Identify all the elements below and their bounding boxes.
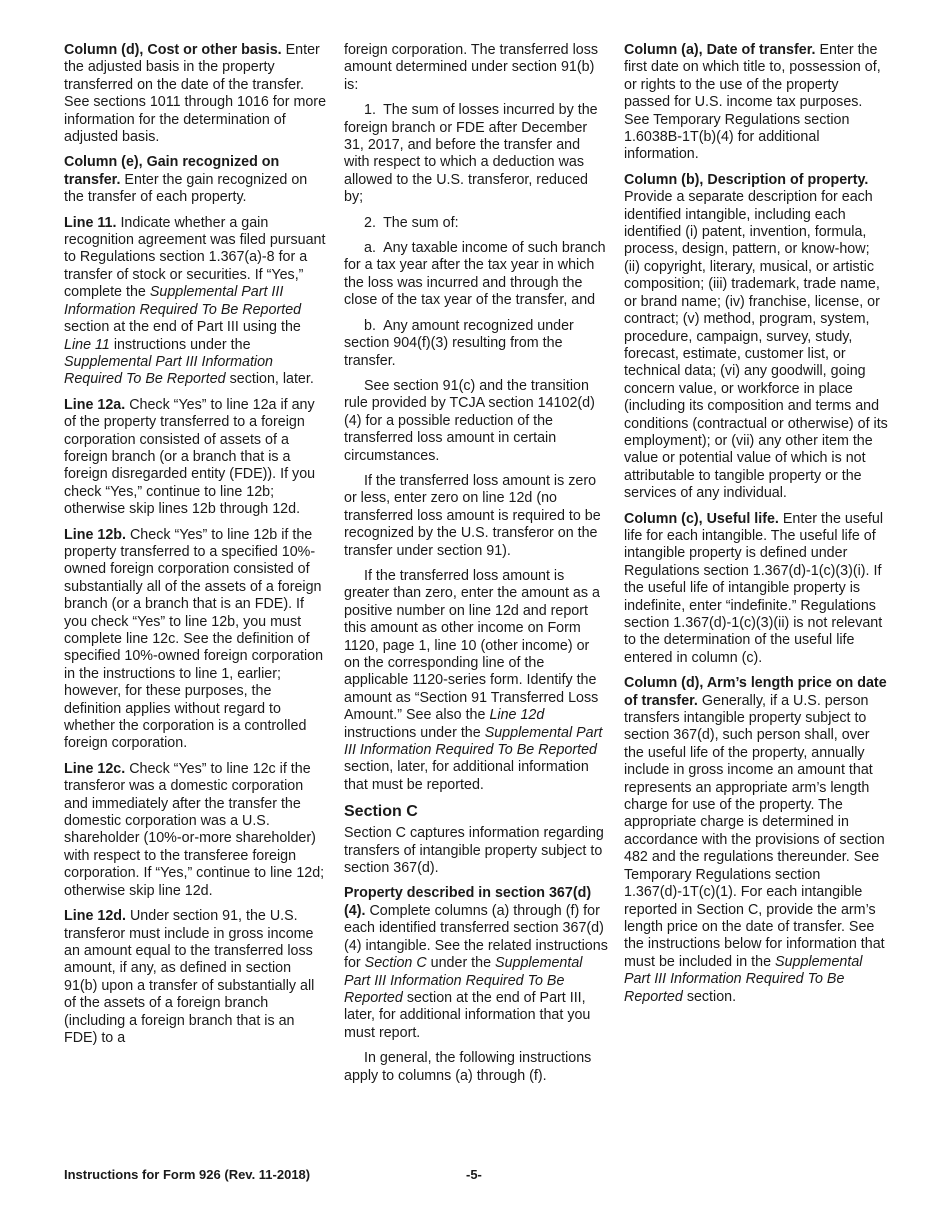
text: instructions under the [113, 336, 251, 353]
paragraph-column-d-arms-length [624, 675, 888, 1006]
text: Enter the useful life for each intangible. The useful life of intangible property is defined under Regulations section 1.367(d)-1(c)(3)(i). If the useful life of intangible property is indefinite, enter “indefinite.” Regulations section 1.367(d)-1(c)(3)(ii) is not relevant to the determination of the useful life entered in column (c). [624, 510, 884, 666]
text: instructions under the [344, 724, 481, 741]
heading-line-11: Line 11. [64, 214, 117, 231]
heading-property-367d4: Property described in section 367(d)(4). [344, 885, 592, 919]
paragraph-column-c-useful-life [624, 511, 888, 668]
paragraph-line-11 [64, 215, 326, 389]
heading-column-d-arms-length: Column (d), Arm’s length price on date of transfer. [624, 675, 887, 709]
paragraph-line-12d [64, 908, 326, 1047]
text: section, later, for additional information that must be reported. [344, 759, 589, 793]
list-item-2: 2. The sum of: [364, 214, 459, 231]
heading-line-12c: Line 12c. [64, 760, 126, 777]
list-item-b: b. Any amount recognized under section 904(f)(3) resulting from the transfer. [344, 317, 574, 369]
italic-ref: Line 12d [489, 707, 545, 724]
heading-line-12d: Line 12d. [64, 908, 126, 925]
heading-line-12a: Line 12a. [64, 396, 126, 413]
text: Enter the first date on which title to, possession of, or rights to the use of the property passed for U.S. income tax purposes. See Temporary Regulations section 1.6038B-1T(b)(4) for additional information. [624, 42, 881, 163]
text: Generally, if a U.S. person transfers intangible property subject to section 367(d), such person shall, over the useful life of the property, annually include in gross income an amount that represents an appropriate arm’s length charge for use of the property. The appropriate charge is determined in accordance with the provisions of section 482 and the regulations thereunder. See Temporary Regulations section 1.367(d)-1T(c)(1). For each intangible reported in Section C, provide the arm’s length price on the date of transfer. See the instructions below for information that must be included in the [624, 692, 885, 970]
italic-ref: Supplemental Part III Information Required To Be Reported [64, 353, 274, 388]
italic-ref: Supplemental Part III Information Required To Be Reported [344, 955, 583, 1006]
text: If the transferred loss amount is greater than zero, enter the amount as a positive number on line 12d and report this amount as other income on Form 1120, page 1, line 10 (other income) or on the corresponding line of the applicable 1120-series form. Identify the amount as “Section 91 Transferred Loss Amount.” See also the [344, 567, 600, 724]
text: Provide a separate description for each identified intangible, including each identified (i) patent, invention, formula, process, design, pattern, or know-how; (ii) copyright, literary, musical, or artistic composition; (iii) trademark, trade name, or brand name; (iv) franchise, license, or contract; (v) method, program, system, procedure, campaign, survey, study, forecast, estimate, customer list, or technical data; (vi) any goodwill, going concern value, or workforce in place (including its composition and terms and conditions (contractual or otherwise) of its employment); or (vii) any other item the value or potential value of which is not attributable to tangible property or the services of any individual. [624, 189, 888, 502]
column-1 [64, 42, 326, 1055]
paragraph-column-e-gain [64, 154, 326, 206]
text: section, later. [229, 371, 314, 388]
text: Under section 91, the U.S. transferor must include in gross income an amount equal to the transferred loss amount, if any, as defined in section 91(b) upon a transfer of substantially all of the assets of a foreign branch (including a foreign branch that is an FDE) to a [64, 908, 315, 1046]
heading-column-d-cost: Column (d), Cost or other basis. [64, 42, 282, 58]
heading-line-12b: Line 12b. [64, 526, 126, 543]
form-title: Instructions for Form 926 (Rev. 11-2018) [64, 1167, 311, 1182]
section-c-title: Section C [344, 803, 418, 821]
text: Enter the gain recognized on the transfer of each property. [64, 171, 308, 206]
italic-ref: Supplemental Part III Information Required To Be Reported [624, 953, 863, 1005]
paragraph-column-a-date [624, 42, 888, 164]
text: under the [430, 955, 492, 972]
heading-column-e-gain: Column (e), Gain recognized on transfer. [64, 154, 280, 188]
paragraph-column-b-description [624, 172, 888, 503]
paragraph-column-d-cost [64, 42, 326, 146]
text: Check “Yes” to line 12b if the property transferred to a specified 10%-owned foreign corporation consisted of substantially all of the assets of a foreign branch (or a branch that is an FDE). If you check “Yes” to line 12b, you must complete line 12c. See the definition of specified 10%-owned foreign corporation in the instructions to line 1, earlier; however, for these purposes, the definition applies without regard to whether the corporation is a controlled foreign corporation. [64, 526, 324, 752]
italic-ref: Supplemental Part III Information Required To Be Reported [64, 284, 302, 318]
paragraph-line-12c [64, 761, 326, 900]
column-3 [624, 42, 888, 1014]
text: Check “Yes” to line 12c if the transferor was a domestic corporation and immediately after the transfer the domestic corporation was a U.S. shareholder (10%-or-more shareholder) with respect to the transferee foreign corporation. If “Yes,” continue to line 12d; otherwise skip line 12d. [64, 760, 325, 899]
text: section. [686, 988, 737, 1005]
list-item-a: a. Any taxable income of such branch for a tax year after the tax year in which the loss was incurred and through the close of the tax year of the transfer, and [344, 240, 606, 309]
paragraph-section-c: Section C captures information regarding transfers of intangible property subject to section 367(d). [344, 825, 604, 877]
paragraph-section-91c: See section 91(c) and the transition rule provided by TCJA section 14102(d)(4) for a possible reduction of the transferred loss amount in certain circumstances. [344, 377, 595, 464]
paragraph-general: In general, the following instructions apply to columns (a) through (f). [344, 1050, 592, 1084]
heading-column-c-useful-life: Column (c), Useful life. [624, 510, 779, 527]
paragraph-line-12b [64, 527, 326, 753]
text: Complete columns (a) through (f) for each identified transferred section 367(d)(4) intangible. See the related instructions for [344, 902, 608, 972]
paragraph-continuation: foreign corporation. The transferred loss amount determined under section 91(b) is: [344, 42, 599, 93]
heading-column-a-date: Column (a), Date of transfer. [624, 42, 816, 58]
column-2 [344, 42, 608, 1093]
text: Enter the adjusted basis in the property transferred on the date of the transfer. See sections 1011 through 1016 for more information for the determination of adjusted basis. [64, 42, 327, 146]
paragraph-property-367d4 [344, 885, 608, 1042]
paragraph-greater-than-zero [344, 568, 608, 794]
list-item-1: 1. The sum of losses incurred by the foreign branch or FDE after December 31, 2017, and before the transfer and with respect to which a deduction was allowed to the U.S. transferor, reduced by; [344, 102, 598, 206]
heading-column-b-description: Column (b), Description of property. [624, 171, 869, 188]
text: Check “Yes” to line 12a if any of the property transferred to a foreign corporation consisted of assets of a foreign branch (or a branch that is a foreign disregarded entity (FDE)). If you check “Yes,” continue to line 12b; otherwise skip lines 12b through 12d. [64, 396, 316, 518]
paragraph-line-12a [64, 397, 326, 519]
text: section at the end of Part III, later, for additional information that you must report. [344, 989, 591, 1041]
text: section at the end of Part III using the [64, 319, 301, 336]
italic-ref: Section C [364, 955, 427, 972]
text: Indicate whether a gain recognition agreement was filed pursuant to Regulations section 1.367(a)-8 for a transfer of stock or securities. If “Yes,” complete the [64, 214, 326, 301]
italic-ref: Supplemental Part III Information Required To Be Reported [344, 724, 603, 759]
paragraph-zero-loss: If the transferred loss amount is zero or less, enter zero on line 12d (no transferred loss amount is required to be recognized by the U.S. transferor on the transfer under section 91). [344, 472, 601, 559]
page-number: -5- [466, 1167, 482, 1182]
italic-ref: Line 11 [64, 336, 110, 353]
